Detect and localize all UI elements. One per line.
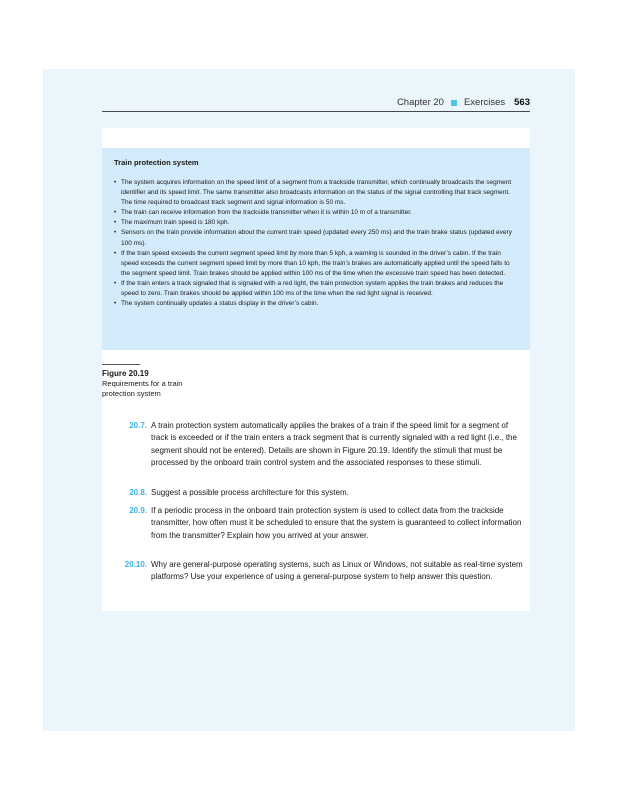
figure-box xyxy=(102,148,530,350)
list-item: • If the train enters a track signaled that is signaled with a red light, the train protection system applies the train brakes and reduces the speed to zero. Train brakes should be applied within 100 ms of the time when the red light signal is received. xyxy=(114,279,520,299)
exercise-text: Why are general-purpose operating systems, such as Linux or Windows, not suitable as real-time system platforms? Use your experience of using a general-purpose system to help answer this question. xyxy=(151,560,523,582)
page-number: 563 xyxy=(514,97,530,108)
exercise-number: 20.10. xyxy=(124,560,147,569)
requirements-list xyxy=(114,178,520,309)
list-item: • The system acquires information on the speed limit of a segment from a trackside transmitter, which continually broadcasts the segment identifier and its speed limit. The same transmitter also broadcasts information on the status of the signal controlling that track segment. The time required to broadcast track segment and signal information is 50 ms. xyxy=(114,178,520,208)
figure-caption: Requirements for a train protection system xyxy=(102,379,183,398)
header-right-group xyxy=(397,97,530,108)
list-item: • Sensors on the train provide information about the current train speed (updated every 250 ms) and the train brake status (updated every 100 ms). xyxy=(114,228,520,248)
running-header xyxy=(102,95,530,112)
exercise-number: 20.8. xyxy=(129,488,147,497)
list-item: • The system continually updates a status display in the driver’s cabin. xyxy=(114,299,520,309)
content-panel xyxy=(102,128,530,611)
figure-box-title: Train protection system xyxy=(114,158,199,167)
exercise-number: 20.9. xyxy=(129,506,147,515)
exercise-text: Suggest a possible process architecture for this system. xyxy=(151,488,349,497)
figure-label: Figure 20.19 xyxy=(102,369,149,378)
chapter-label: Chapter 20 xyxy=(396,97,444,108)
exercise-text: A train protection system automatically applies the brakes of a train if the speed limit for a segment of track is exceeded or if the train enters a track segment that is currently signaled with a red light (i.e., the segment should not be entered). Details are shown in Figure 20.19. Identify the stimuli that must be processed by the onboard train control system and the associated responses to these stimuli. xyxy=(151,421,517,467)
list-item: • The train can receive information from the trackside transmitter when it is within 10 m of a transmitter. xyxy=(114,208,520,218)
figure-caption-rule xyxy=(102,364,140,365)
square-separator-icon xyxy=(451,100,457,106)
section-label: Exercises xyxy=(463,97,506,108)
list-item: • The maximum train speed is 180 kph. xyxy=(114,218,520,228)
exercise-number: 20.7. xyxy=(129,421,147,430)
list-item: • If the train speed exceeds the current segment speed limit by more than 5 kph, a warning is sounded in the driver’s cabin. If the train speed exceeds the current segment speed limit by more than 10 kph, the train’s brakes are automatically applied until the speed falls to the segment speed limit. Train brakes should be applied within 100 ms of the time when the excessive train speed has been detected. xyxy=(114,249,520,279)
exercise-text: If a periodic process in the onboard train protection system is used to collect data from the trackside transmitter, how often must it be scheduled to ensure that the system is guaranteed to collect information from the transmitter? Explain how you arrived at your answer. xyxy=(151,506,522,540)
